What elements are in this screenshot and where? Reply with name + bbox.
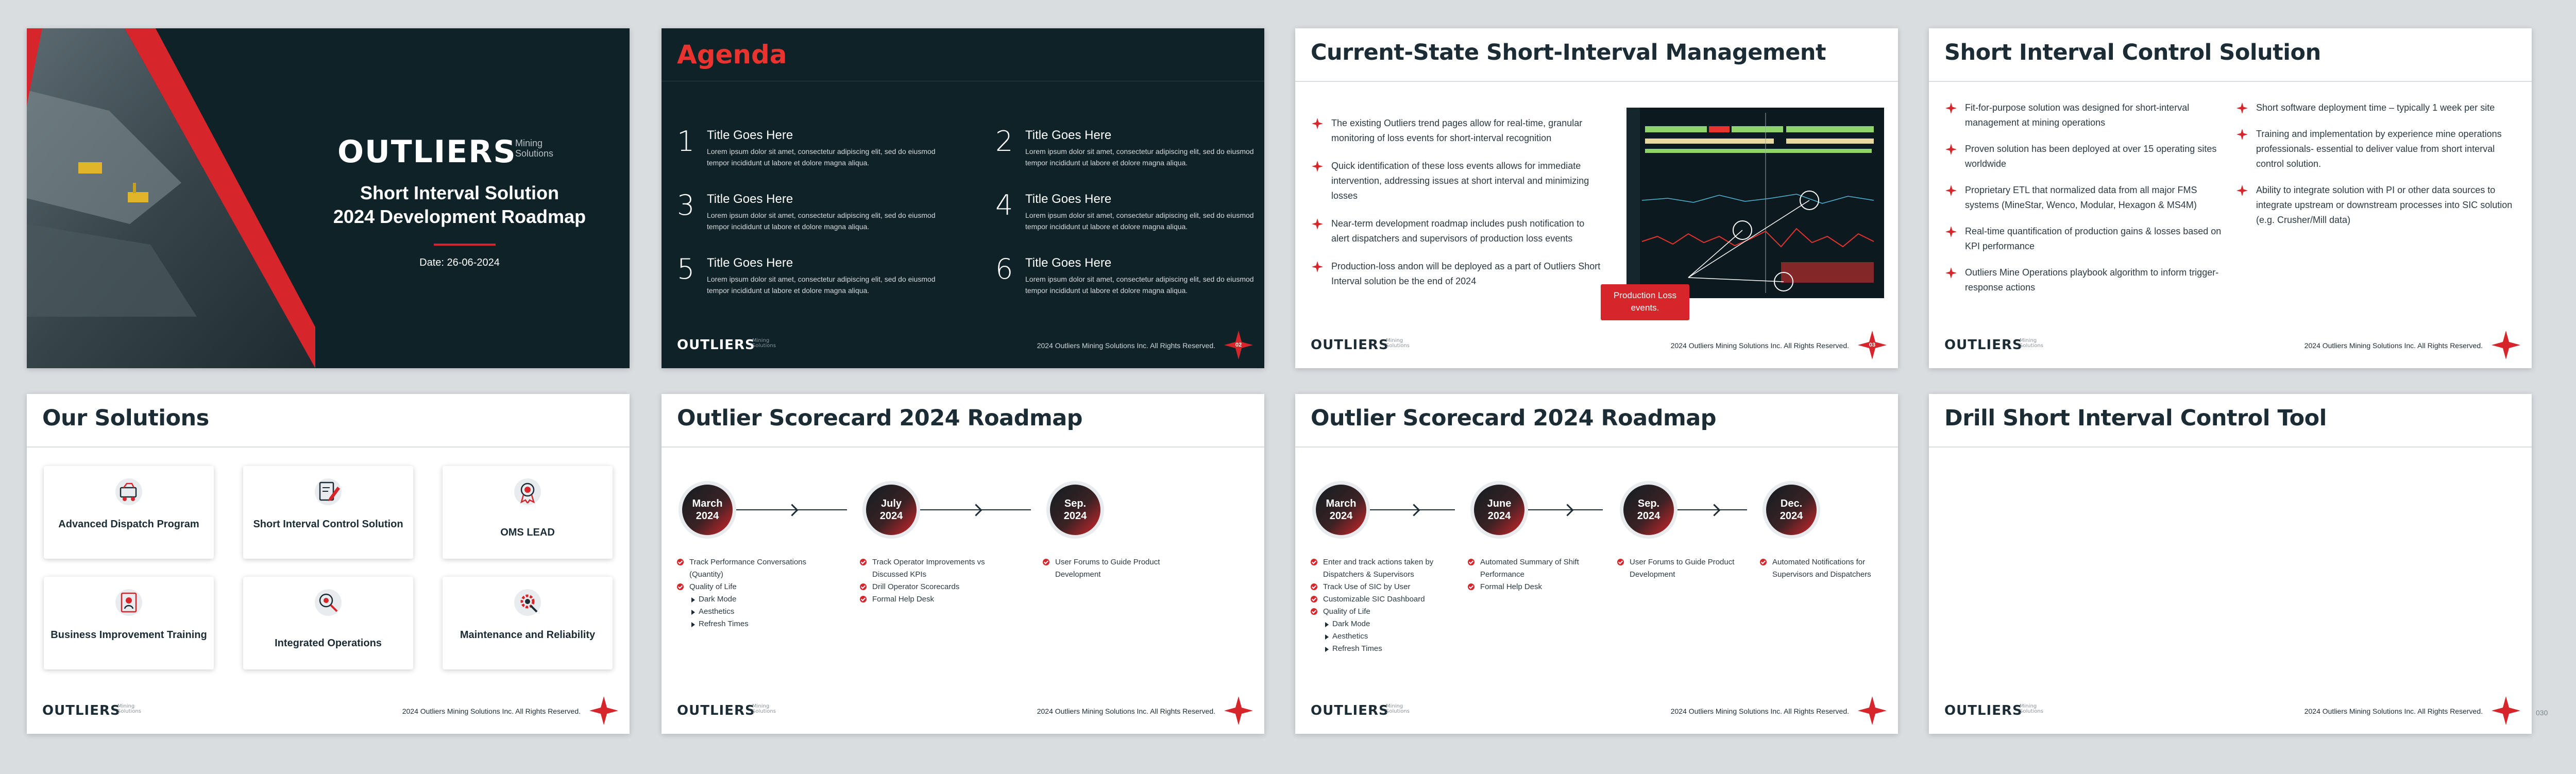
bullet-item: Fit-for-purpose solution was designed for short-interval management at mining operations [1944,100,2225,130]
sub-list-item: Dark Mode [1311,618,1452,630]
triangle-bullet-icon [1325,634,1329,640]
list-item: Customizable SIC Dashboard [1311,593,1452,606]
agenda-item-title: Title Goes Here [1025,192,1112,206]
bullet-item: Production-loss andon will be deployed as a part of Outliers Short Interval solution be the end of 2024 [1311,259,1604,289]
milestone-list [1760,556,1889,581]
card-label: Maintenance and Reliability [460,629,596,641]
trend-screenshot [1626,108,1884,298]
star-bullet-icon [2236,129,2248,140]
compass-star-icon [1857,695,1888,726]
milestone-june: June 2024 [1470,481,1528,539]
sub-list-item: Refresh Times [1311,643,1452,655]
check-icon [677,559,684,565]
agenda-number: 5 [677,253,695,285]
page-number: 03 [1869,342,1876,348]
agenda-item-body: Lorem ipsum dolor sit amet, consectetur adipiscing elit, sed do eiusmod tempor incididunt ut labore et dolore magna aliqua. [1025,211,1254,231]
footer-copyright: 2024 Outliers Mining Solutions Inc. All Rights Reserved. [2304,341,2483,350]
solution-card-training[interactable] [44,577,214,669]
title-text: Short Interval Solution 2024 Development Roadmap [333,182,586,227]
card-label: Short Interval Control Solution [253,519,403,530]
triangle-bullet-icon [691,597,695,603]
slide-heading: Short Interval Control Solution [1944,40,2321,65]
slide-heading: Our Solutions [42,405,209,431]
header-divider [1295,81,1898,82]
slide-heading: Agenda [677,40,787,70]
bullet-list-left [1944,100,2225,306]
footer-copyright: 2024 Outliers Mining Solutions Inc. All Rights Reserved. [1670,707,1849,715]
page-number: 02 [1235,342,1242,348]
check-icon [860,559,867,565]
star-bullet-icon [2236,102,2248,114]
bullet-item: Near-term development roadmap includes push notification to alert dispatchers and supervisors of production loss events [1311,216,1604,246]
header-divider [1295,446,1898,448]
medal-icon [512,476,543,507]
slide-heading: Current-State Short-Interval Management [1311,40,1826,65]
solution-card-sic[interactable] [243,466,413,559]
edit-document-icon [313,476,344,507]
compass-star-icon [1223,695,1254,726]
agenda-item [995,253,1263,309]
footer-copyright: 2024 Outliers Mining Solutions Inc. All Rights Reserved. [1037,707,1215,715]
bullet-list [1311,116,1604,302]
slide-title[interactable] [27,28,630,368]
agenda-item [677,189,945,246]
list-item: Formal Help Desk [860,593,1009,606]
check-icon [1311,608,1317,615]
list-item: Track Use of SIC by User [1311,581,1452,593]
header-divider [1929,446,2532,448]
footer-logo: OUTLIERS Mining Solutions [42,703,141,718]
bullet-list-right [2235,100,2519,239]
check-icon [1311,596,1317,603]
timeline-arrow-icon [970,504,982,516]
bullet-item: The existing Outliers trend pages allow for real-time, granular monitoring of loss events for short-interval recognition [1311,116,1604,146]
slide-our-solutions[interactable] [27,394,630,734]
solution-card-dispatch[interactable] [44,466,214,559]
footer-logo: OUTLIERS Mining Solutions [1311,337,1410,353]
brand-logo-subtitle: Mining Solutions [515,138,554,159]
agenda-item-title: Title Goes Here [1025,128,1112,142]
slide-agenda[interactable] [662,28,1264,368]
milestone-list [1311,556,1452,655]
training-icon [113,587,144,618]
timeline-arrow-icon [1708,504,1720,516]
timeline-arrow-icon [786,504,798,516]
list-item: Quality of Life [677,581,826,593]
check-icon [1617,559,1624,565]
header-divider [662,446,1264,448]
sub-list-item: Dark Mode [677,593,826,606]
slide-drill-sic[interactable] [1929,394,2532,734]
list-item: Formal Help Desk [1468,581,1602,593]
milestone-march: March 2024 [1312,481,1370,539]
list-item: User Forums to Guide Product Development [1617,556,1741,581]
footer-logo: OUTLIERS Mining Solutions [1944,703,2043,718]
star-bullet-icon [1945,185,1957,196]
star-bullet-icon [1312,261,1323,272]
star-bullet-icon [2236,185,2248,196]
agenda-number: 2 [995,125,1013,158]
header-divider [1929,81,2532,82]
bullet-item: Real-time quantification of production gains & losses based on KPI performance [1944,224,2225,254]
compass-star-icon [2490,695,2521,726]
footer-logo: OUTLIERS Mining Solutions [677,703,776,718]
milestone-july: July 2024 [862,481,920,539]
agenda-number: 6 [995,253,1013,285]
card-label: Business Improvement Training [50,629,207,641]
card-label: OMS LEAD [500,527,555,538]
milestone-march: March 2024 [679,481,736,539]
star-bullet-icon [1945,102,1957,114]
agenda-item-title: Title Goes Here [707,128,793,142]
card-label: Integrated Operations [275,638,382,649]
star-bullet-icon [1312,118,1323,129]
milestone-list [1468,556,1602,593]
star-bullet-icon [1945,226,1957,237]
timeline-arrow-icon [1408,504,1420,516]
milestone-list [1617,556,1741,581]
triangle-bullet-icon [1325,647,1329,652]
slide-heading: Outlier Scorecard 2024 Roadmap [677,405,1083,431]
title-divider [434,244,496,246]
bullet-item: Outliers Mine Operations playbook algorithm to inform trigger-response actions [1944,265,2225,295]
triangle-bullet-icon [1325,622,1329,627]
check-icon [1311,559,1317,565]
check-icon [860,583,867,590]
agenda-item-body: Lorem ipsum dolor sit amet, consectetur adipiscing elit, sed do eiusmod tempor incididunt ut labore et dolore magna aliqua. [707,275,936,295]
footer-logo: OUTLIERS Mining Solutions [1944,337,2043,353]
triangle-bullet-icon [691,622,695,627]
slide-current-state[interactable] [1295,28,1898,368]
agenda-item [677,253,945,309]
check-icon [1468,559,1475,565]
agenda-number: 4 [995,189,1013,221]
slide-sic-solution[interactable] [1929,28,2532,368]
list-item: Automated Summary of Shift Performance [1468,556,1602,581]
check-icon [1760,559,1767,565]
bullet-item: Training and implementation by experience mine operations professionals- essential to deliver value from short interval control solution. [2235,127,2519,171]
slide-heading: Outlier Scorecard 2024 Roadmap [1311,405,1717,431]
check-icon [1043,559,1049,565]
header-divider [27,446,630,448]
list-item: Automated Notifications for Supervisors and Dispatchers [1760,556,1889,581]
list-item: Drill Operator Scorecards [860,581,1009,593]
footer-copyright: 2024 Outliers Mining Solutions Inc. All Rights Reserved. [2304,707,2483,715]
list-item: Enter and track actions taken by Dispatchers & Supervisors [1311,556,1452,581]
sub-list-item: Aesthetics [1311,630,1452,643]
brand-logo: OUTLIERS [337,134,517,170]
agenda-item-body: Lorem ipsum dolor sit amet, consectetur adipiscing elit, sed do eiusmod tempor incididunt ut labore et dolore magna aliqua. [707,211,936,231]
solution-card-maintenance[interactable] [443,577,613,669]
footer-logo: OUTLIERS Mining Solutions [677,337,776,353]
agenda-number: 3 [677,189,695,221]
list-item: Track Operator Improvements vs Discussed KPIs [860,556,1009,581]
dispatch-icon [113,476,144,507]
bullet-item: Proven solution has been deployed at over 15 operating sites worldwide [1944,142,2225,171]
check-icon [677,583,684,590]
slide-page-counter: 030 [2536,709,2548,717]
compass-star-icon [588,695,619,726]
star-bullet-icon [1945,144,1957,155]
agenda-item [995,125,1263,182]
milestone-list [1043,556,1161,581]
card-label: Advanced Dispatch Program [58,519,199,530]
list-item: User Forums to Guide Product Development [1043,556,1161,581]
slide-roadmap-4[interactable] [1295,394,1898,734]
agenda-item [995,189,1263,246]
check-icon [860,596,867,603]
search-operations-icon [313,587,344,618]
agenda-item-title: Title Goes Here [707,192,793,206]
gear-wrench-icon [512,587,543,618]
slide-roadmap-3[interactable] [662,394,1264,734]
triangle-bullet-icon [691,610,695,615]
bullet-item: Ability to integrate solution with PI or other data sources to integrate upstream or downstream processes into SIC solution (e.g. Crusher/Mill data) [2235,183,2519,228]
agenda-number: 1 [677,125,695,158]
star-bullet-icon [1312,218,1323,230]
agenda-item-body: Lorem ipsum dolor sit amet, consectetur adipiscing elit, sed do eiusmod tempor incididunt ut labore et dolore magna aliqua. [707,147,936,167]
list-item: Quality of Life [1311,606,1452,618]
production-loss-callout: Production Loss events. [1601,284,1689,320]
agenda-item-body: Lorem ipsum dolor sit amet, consectetur adipiscing elit, sed do eiusmod tempor incididunt ut labore et dolore magna aliqua. [1025,275,1254,295]
agenda-item-title: Title Goes Here [1025,256,1112,270]
compass-star-icon [2490,330,2521,360]
sub-list-item: Refresh Times [677,618,826,630]
solution-card-oms[interactable] [443,466,613,559]
agenda-item-title: Title Goes Here [707,256,793,270]
list-item: Track Performance Conversations (Quantity) [677,556,826,581]
sub-list-item: Aesthetics [677,606,826,618]
check-icon [1468,583,1475,590]
milestone-list [860,556,1009,606]
star-bullet-icon [1945,267,1957,279]
footer-copyright: 2024 Outliers Mining Solutions Inc. All Rights Reserved. [402,707,581,715]
solution-card-integrated[interactable] [243,577,413,669]
footer-copyright: 2024 Outliers Mining Solutions Inc. All Rights Reserved. [1037,341,1215,350]
agenda-item-body: Lorem ipsum dolor sit amet, consectetur adipiscing elit, sed do eiusmod tempor incididunt ut labore et dolore magna aliqua. [1025,147,1254,167]
date-text: Date: 26-06-2024 [419,257,500,268]
milestone-dec: Dec. 2024 [1762,481,1820,539]
slide-heading: Drill Short Interval Control Tool [1944,405,2327,431]
footer-copyright: 2024 Outliers Mining Solutions Inc. All Rights Reserved. [1670,341,1849,350]
mine-photo [27,28,315,368]
bullet-item: Quick identification of these loss events allows for immediate intervention, addressing issues at short interval and minimizing losses [1311,159,1604,203]
bullet-item: Proprietary ETL that normalized data from all major FMS systems (MineStar, Wenco, Modular, Hexagon & MS4M) [1944,183,2225,213]
footer-logo: OUTLIERS Mining Solutions [1311,703,1410,718]
check-icon [1311,583,1317,590]
agenda-item [677,125,945,182]
milestone-list [677,556,826,630]
milestone-sep: Sep. 2024 [1620,481,1677,539]
star-bullet-icon [1312,161,1323,172]
bullet-item: Short software deployment time – typically 1 week per site [2235,100,2519,115]
milestone-sep: Sep. 2024 [1046,481,1104,539]
timeline-arrow-icon [1561,504,1573,516]
